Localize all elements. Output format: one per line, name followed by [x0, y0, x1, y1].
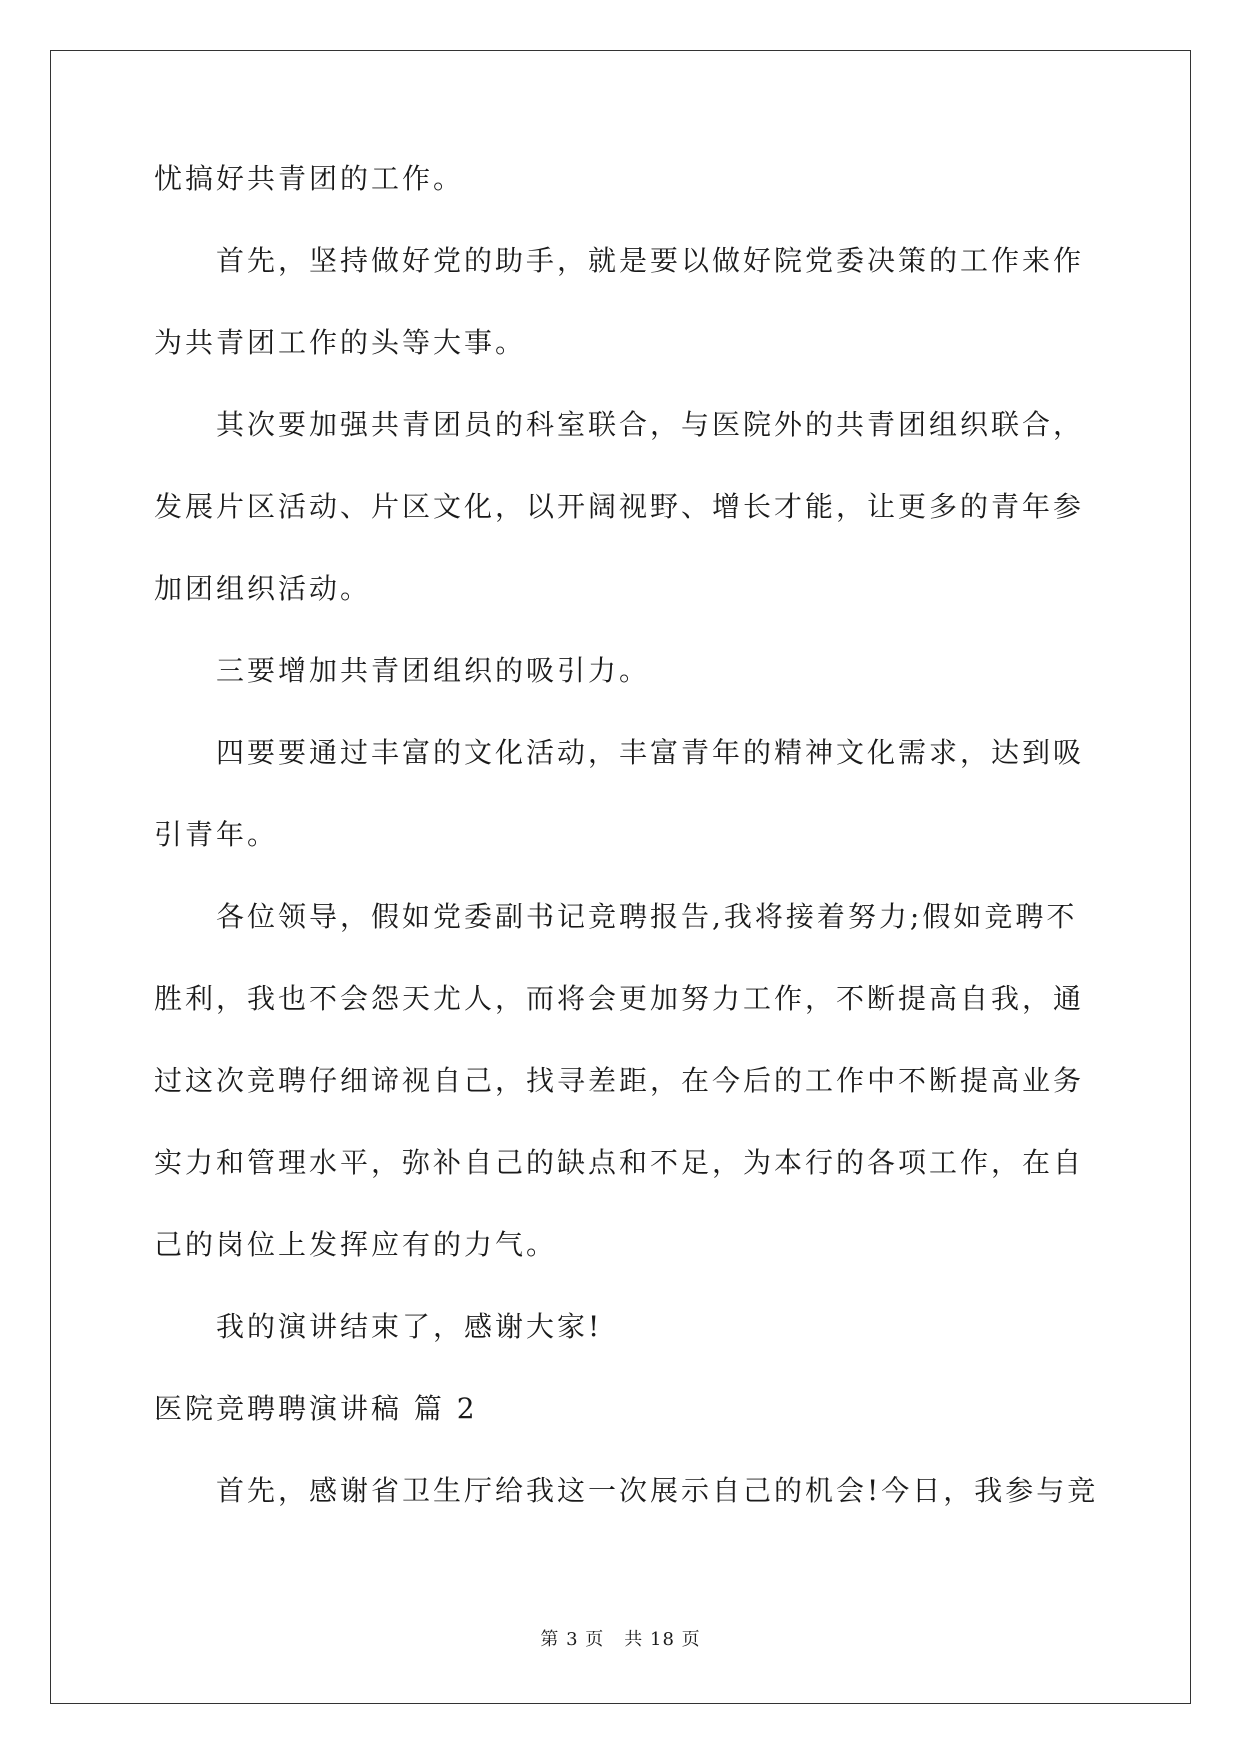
text-line: 三要增加共青团组织的吸引力。	[216, 654, 651, 687]
text-line: 各位领导，假如党委副书记竞聘报告,我将接着努力;假如竞聘不	[216, 900, 1078, 933]
text-line: 胜利，我也不会怨天尤人，而将会更加努力工作，不断提高自我，通	[154, 982, 1085, 1015]
text-line: 实力和管理水平，弥补自己的缺点和不足，为本行的各项工作，在自	[154, 1146, 1085, 1179]
text-line: 四要要通过丰富的文化活动，丰富青年的精神文化需求，达到吸	[216, 736, 1085, 769]
text-line: 为共青团工作的头等大事。	[154, 326, 527, 359]
text-line: 加团组织活动。	[154, 572, 372, 605]
text-line: 我的演讲结束了，感谢大家!	[216, 1310, 603, 1343]
text-line: 首先，坚持做好党的助手，就是要以做好院党委决策的工作来作	[216, 244, 1085, 277]
page-footer	[0, 1625, 1241, 1651]
text-line: 其次要加强共青团员的科室联合，与医院外的共青团组织联合，	[216, 408, 1085, 441]
text-line: 引青年。	[154, 818, 279, 851]
page-total: 共 18 页	[624, 1629, 701, 1650]
document-body	[154, 162, 1099, 1559]
text-line: 过这次竞聘仔细谛视自己，找寻差距，在今后的工作中不断提高业务	[154, 1064, 1085, 1097]
text-line: 己的岗位上发挥应有的力气。	[154, 1228, 558, 1261]
section-heading: 医院竞聘聘演讲稿 篇 2	[154, 1392, 478, 1425]
text-line: 首先，感谢省卫生厅给我这一次展示自己的机会!今日，我参与竞	[216, 1474, 1099, 1507]
text-line: 忧搞好共青团的工作。	[154, 162, 465, 195]
page-number: 第 3 页	[540, 1629, 605, 1650]
text-line: 发展片区活动、片区文化，以开阔视野、增长才能，让更多的青年参	[154, 490, 1085, 523]
